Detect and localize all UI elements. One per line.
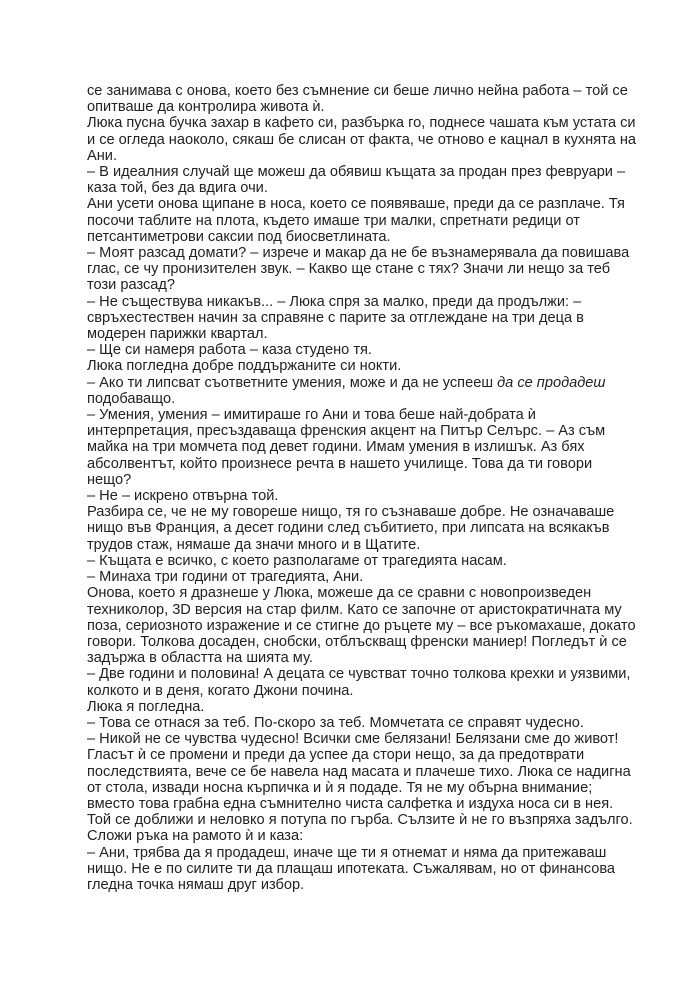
- document-page: [87, 83, 647, 893]
- text-line: Люка пусна бучка захар в кафето си, разбърка го, поднесе чашата към устата си: [87, 115, 636, 132]
- text-line: посочи таблите на плота, където имаше три малки, спретнати редици от: [87, 212, 580, 229]
- text-line: свръхестествен начин за справяне с парите за отглеждане на три деца в: [87, 309, 584, 326]
- text-line: подобаващо.: [87, 390, 176, 407]
- text-line: – Моят разсад домати? – изрече и макар да не бе възнамерявала да повишава: [87, 245, 630, 262]
- text-segment: – Ако ти липсват съответните умения, може и да не успееш: [87, 374, 498, 391]
- text-line: Гласът ѝ се промени и преди да успее да стори нещо, за да предотврати: [87, 747, 585, 764]
- text-line: – Умения, умения – имитираше го Ани и това беше най-добрата ѝ: [87, 407, 536, 424]
- text-line: интерпретация, пресъздаваща френския акцент на Питър Селърс. – Аз съм: [87, 423, 606, 440]
- text-line: петсантиметрови саксии под биосветлината.: [87, 228, 391, 245]
- text-line: задържа в областта на шията му.: [87, 650, 313, 667]
- text-line: – Две години и половина! А децата се чувстват точно толкова крехки и уязвими,: [87, 666, 631, 683]
- text-line: колкото и в деня, когато Джони почина.: [87, 682, 354, 699]
- text-line: вместо това грабна една съмнително чиста салфетка и издуха носа си в нея.: [87, 795, 614, 812]
- text-line: нищо. Не е по силите ти да плащаш ипотеката. Съжалявам, но от финансова: [87, 860, 616, 877]
- text-line: каза той, без да вдига очи.: [87, 180, 268, 197]
- text-line: Люка я погледна.: [87, 698, 205, 715]
- text-line: Разбира се, че не му говореше нищо, тя го съзнаваше добре. Не означаваше: [87, 504, 615, 521]
- text-line: глас, се чу пронизителен звук. – Какво ще стане с тях? Значи ли нещо за теб: [87, 261, 611, 278]
- text-line: и се огледа наоколо, сякаш бе слисан от факта, че отново е кацнал в кухнята на: [87, 131, 636, 148]
- text-line: абсолвентът, който произнесе речта в нашето училище. Това да ти говори: [87, 455, 593, 472]
- text-line: трудов стаж, нямаше да значи много и в Щатите.: [87, 536, 421, 553]
- text-line: Ани.: [87, 147, 117, 164]
- text-line: Той се доближи и неловко я потупа по гърба. Сълзите ѝ не го възпряха задълго.: [87, 812, 633, 829]
- text-line: модерен парижки квартал.: [87, 326, 268, 343]
- italic-phrase: да се продадеш: [497, 374, 606, 391]
- text-line: – Не съществува никакъв... – Люка спря за малко, преди да продължи: –: [87, 293, 582, 310]
- text-line: – В идеалния случай ще можеш да обявиш къщата за продан през февруари –: [87, 164, 626, 181]
- text-line: говори. Толкова досаден, снобски, отблъскващ френски маниер! Погледът ѝ се: [87, 633, 627, 650]
- text-line: – Ани, трябва да я продадеш, иначе ще ти я отнемат и няма да притежаваш: [87, 844, 607, 861]
- text-line: този разсад?: [87, 277, 176, 294]
- text-line: Ани усети онова щипане в носа, което се появяваше, преди да се разплаче. Тя: [87, 196, 625, 213]
- text-line: – Ще си намеря работа – каза студено тя.: [87, 342, 372, 359]
- text-line: – Не – искрено отвърна той.: [87, 488, 279, 505]
- text-line: поза, сериозното изражение и се стигне до ръцете му – все ръкомахаше, докато: [87, 617, 636, 634]
- text-line: Онова, което я дразнеше у Люка, можеше да се сравни с новопроизведен: [87, 585, 592, 602]
- text-line: майка на три момчета под девет години. Имам умения в излишък. Аз бях: [87, 439, 585, 456]
- text-line: гледна точка нямаш друг избор.: [87, 876, 305, 893]
- text-line: Люка погледна добре поддържаните си нокти.: [87, 358, 402, 375]
- text-line: техниколор, 3D версия на стар филм. Като се започне от аристократичната му: [87, 601, 622, 618]
- text-line: – Никой не се чувства чудесно! Всички сме белязани! Белязани сме до живот!: [87, 731, 619, 748]
- text-line: се занимава с онова, което без съмнение си беше лично нейна работа – той се: [87, 83, 628, 99]
- text-line: нещо?: [87, 471, 132, 488]
- text-line: – Къщата е всичко, с което разполагаме от трагедията насам.: [87, 552, 507, 569]
- text-line: – Това се отнася за теб. По-скоро за теб. Момчетата се справят чудесно.: [87, 714, 584, 731]
- text-line: [87, 375, 647, 391]
- text-line: от стола, извади носна кърпичка и ѝ я подаде. Тя не му обърна внимание;: [87, 779, 593, 796]
- text-line: – Минаха три години от трагедията, Ани.: [87, 569, 364, 586]
- text-line: опитваше да контролира живота ѝ.: [87, 99, 325, 116]
- text-line: Сложи ръка на рамото ѝ и каза:: [87, 828, 304, 845]
- text-line: нищо във Франция, а десет години след събитието, при липсата на всякакъв: [87, 520, 610, 537]
- text-line: последствията, вече се бе навела над масата и плачеше тихо. Люка се надигна: [87, 763, 631, 780]
